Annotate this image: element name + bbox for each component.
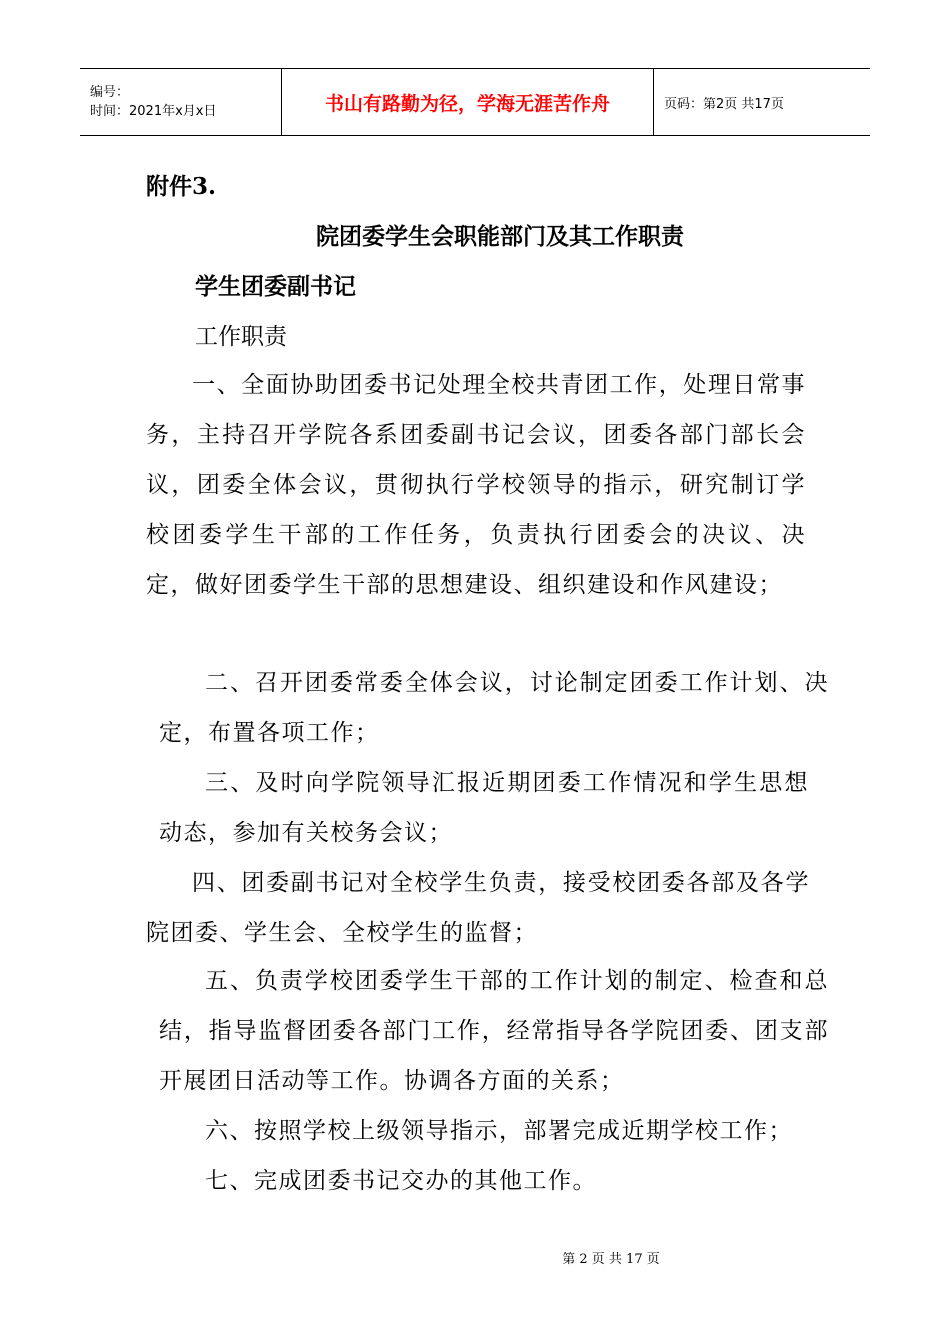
duty-paragraph-6: 六、按照学校上级领导指示，部署完成近期学校工作； bbox=[205, 1118, 793, 1144]
duty-paragraph-3: 三、及时向学院领导汇报近期团委工作情况和学生思想动态，参加有关校务会议； bbox=[159, 770, 809, 846]
header-page-info: 页码：第2页 共17页 bbox=[664, 96, 784, 112]
duties-label: 工作职责 bbox=[195, 324, 287, 350]
duty-paragraph-1: 一、全面协助团委书记处理全校共青团工作，处理日常事务，主持召开学院各系团委副书记会议，团委各部门部长会议，团委全体会议，贯彻执行学校领导的指示，研究制订学校团委学生干部的工作任务，负责执行团委会的决议、决定，做好团委学生干部的思想建设、组织建设和作风建设； bbox=[146, 372, 806, 598]
duty-paragraph-4: 四、团委副书记对全校学生负责，接受校团委各部及各学院团委、学生会、全校学生的监督； bbox=[146, 870, 810, 946]
header-page-info-cell bbox=[654, 69, 870, 135]
header-motto-cell bbox=[282, 69, 654, 135]
header-motto: 书山有路勤为径，学海无涯苦作舟 bbox=[324, 92, 610, 115]
page-header bbox=[80, 68, 870, 136]
attachment-label: 附件3. bbox=[146, 173, 217, 200]
header-meta bbox=[80, 69, 282, 135]
duty-paragraph-2: 二、召开团委常委全体会议，讨论制定团委工作计划、决定，布置各项工作； bbox=[159, 670, 829, 746]
document-number-label: 编号： bbox=[90, 85, 130, 100]
duty-paragraph-7: 七、完成团委书记交办的其他工作。 bbox=[205, 1168, 597, 1194]
document-title: 院团委学生会职能部门及其工作职责 bbox=[316, 223, 684, 250]
page-footer: 第 2 页 共 17 页 bbox=[562, 1252, 660, 1267]
duty-paragraph-5: 五、负责学校团委学生干部的工作计划的制定、检查和总结，指导监督团委各部门工作，经常指导各学院团委、团支部开展团日活动等工作。协调各方面的关系； bbox=[159, 968, 829, 1094]
section-title: 学生团委副书记 bbox=[195, 273, 356, 300]
document-date: 时间：2021年x月x日 bbox=[90, 104, 217, 119]
